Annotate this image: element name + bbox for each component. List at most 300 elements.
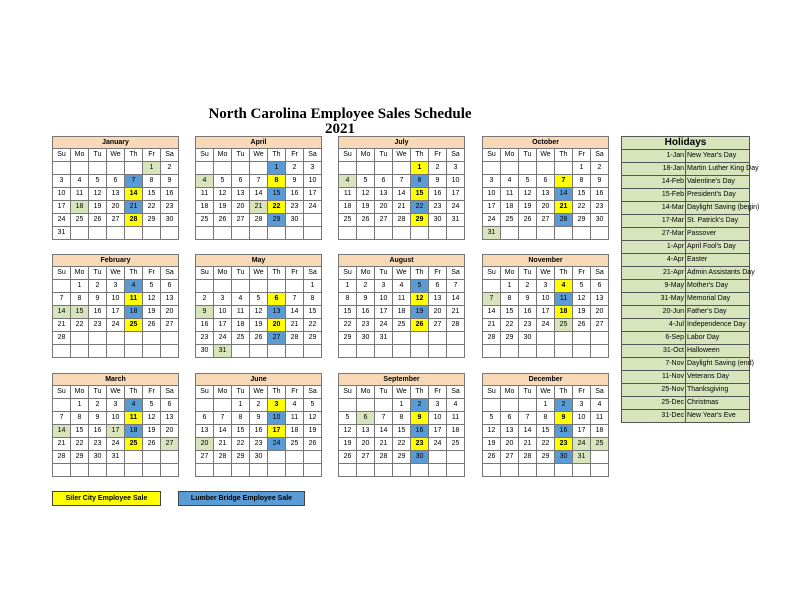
holiday-name: April Fool's Day bbox=[686, 241, 750, 254]
day-cell: 11 bbox=[591, 412, 609, 425]
day-cell: 6 bbox=[537, 175, 555, 188]
day-cell: 12 bbox=[573, 293, 591, 306]
day-cell: 27 bbox=[268, 332, 286, 345]
day-cell: 11 bbox=[286, 412, 304, 425]
holiday-row bbox=[622, 189, 750, 202]
empty-cell bbox=[71, 345, 89, 358]
empty-cell bbox=[143, 345, 161, 358]
empty-cell bbox=[519, 162, 537, 175]
day-cell: 26 bbox=[339, 451, 357, 464]
day-cell: 1 bbox=[304, 280, 322, 293]
weekday-label: Tu bbox=[232, 267, 250, 280]
day-cell: 15 bbox=[71, 306, 89, 319]
day-cell: 15 bbox=[501, 306, 519, 319]
day-cell: 18 bbox=[555, 306, 573, 319]
weekday-label: Th bbox=[268, 267, 286, 280]
day-cell: 22 bbox=[393, 438, 411, 451]
empty-cell bbox=[591, 464, 609, 477]
empty-cell bbox=[268, 464, 286, 477]
day-cell: 30 bbox=[286, 214, 304, 227]
day-cell: 13 bbox=[196, 425, 214, 438]
empty-cell bbox=[411, 332, 429, 345]
weekday-label: Mo bbox=[501, 267, 519, 280]
weekday-label: Tu bbox=[89, 386, 107, 399]
day-cell: 5 bbox=[573, 280, 591, 293]
empty-cell bbox=[501, 399, 519, 412]
day-cell: 30 bbox=[89, 451, 107, 464]
weekday-label: Fr bbox=[286, 149, 304, 162]
day-cell: 4 bbox=[286, 399, 304, 412]
day-cell: 24 bbox=[107, 319, 125, 332]
holiday-row bbox=[622, 371, 750, 384]
empty-cell bbox=[375, 399, 393, 412]
day-cell: 5 bbox=[143, 280, 161, 293]
day-cell: 7 bbox=[447, 280, 465, 293]
weekday-label: We bbox=[393, 386, 411, 399]
holiday-name: New Year's Day bbox=[686, 150, 750, 163]
empty-cell bbox=[250, 345, 268, 358]
month-march bbox=[52, 373, 179, 477]
month-january bbox=[52, 136, 179, 240]
day-cell: 23 bbox=[89, 438, 107, 451]
holiday-name: Independence Day bbox=[686, 319, 750, 332]
day-cell: 10 bbox=[107, 412, 125, 425]
month-name: July bbox=[339, 137, 465, 149]
day-cell: 25 bbox=[447, 438, 465, 451]
weekday-label: We bbox=[537, 149, 555, 162]
weekday-label: Sa bbox=[161, 267, 179, 280]
day-cell: 19 bbox=[573, 306, 591, 319]
weekday-label: We bbox=[250, 267, 268, 280]
day-cell: 10 bbox=[447, 175, 465, 188]
empty-cell bbox=[357, 162, 375, 175]
day-cell: 22 bbox=[304, 319, 322, 332]
day-cell: 25 bbox=[232, 332, 250, 345]
day-cell: 5 bbox=[143, 399, 161, 412]
empty-cell bbox=[393, 227, 411, 240]
day-cell: 10 bbox=[483, 188, 501, 201]
day-cell: 20 bbox=[196, 438, 214, 451]
day-cell: 4 bbox=[125, 280, 143, 293]
day-cell: 27 bbox=[429, 319, 447, 332]
day-cell: 7 bbox=[250, 175, 268, 188]
day-cell: 26 bbox=[519, 214, 537, 227]
day-cell: 1 bbox=[339, 280, 357, 293]
holiday-date: 11-Nov bbox=[622, 371, 686, 384]
empty-cell bbox=[268, 280, 286, 293]
day-cell: 22 bbox=[71, 319, 89, 332]
day-cell: 31 bbox=[483, 227, 501, 240]
day-cell: 9 bbox=[196, 306, 214, 319]
empty-cell bbox=[483, 162, 501, 175]
day-cell: 11 bbox=[447, 412, 465, 425]
weekday-label: We bbox=[250, 149, 268, 162]
weekday-label: Sa bbox=[591, 267, 609, 280]
day-cell: 22 bbox=[232, 438, 250, 451]
holiday-name: Veterans Day bbox=[686, 371, 750, 384]
day-cell: 11 bbox=[196, 188, 214, 201]
empty-cell bbox=[214, 227, 232, 240]
holiday-date: 9-May bbox=[622, 280, 686, 293]
day-cell: 2 bbox=[286, 162, 304, 175]
holiday-date: 27-Mar bbox=[622, 228, 686, 241]
weekday-label: Th bbox=[555, 386, 573, 399]
day-cell: 16 bbox=[519, 306, 537, 319]
weekday-label: Sa bbox=[447, 386, 465, 399]
empty-cell bbox=[357, 464, 375, 477]
day-cell: 30 bbox=[161, 214, 179, 227]
holiday-name: Thanksgiving bbox=[686, 384, 750, 397]
day-cell: 24 bbox=[483, 214, 501, 227]
weekday-label: Fr bbox=[573, 149, 591, 162]
day-cell: 30 bbox=[591, 214, 609, 227]
holiday-row bbox=[622, 215, 750, 228]
day-cell: 24 bbox=[429, 438, 447, 451]
day-cell: 11 bbox=[501, 188, 519, 201]
day-cell: 24 bbox=[53, 214, 71, 227]
day-cell: 19 bbox=[357, 201, 375, 214]
empty-cell bbox=[143, 464, 161, 477]
holiday-date: 15-Feb bbox=[622, 189, 686, 202]
weekday-label: Mo bbox=[71, 267, 89, 280]
day-cell: 6 bbox=[357, 412, 375, 425]
weekday-label: Mo bbox=[71, 386, 89, 399]
day-cell: 19 bbox=[143, 306, 161, 319]
day-cell: 17 bbox=[429, 425, 447, 438]
day-cell: 20 bbox=[375, 201, 393, 214]
day-cell: 4 bbox=[393, 280, 411, 293]
holiday-row bbox=[622, 176, 750, 189]
holiday-name: New Year's Eve bbox=[686, 410, 750, 423]
day-cell: 15 bbox=[304, 306, 322, 319]
day-cell: 26 bbox=[214, 214, 232, 227]
empty-cell bbox=[89, 332, 107, 345]
day-cell: 12 bbox=[143, 293, 161, 306]
day-cell: 1 bbox=[71, 399, 89, 412]
day-cell: 8 bbox=[71, 412, 89, 425]
empty-cell bbox=[573, 464, 591, 477]
holiday-date: 4-Apr bbox=[622, 254, 686, 267]
day-cell: 15 bbox=[71, 425, 89, 438]
day-cell: 5 bbox=[357, 175, 375, 188]
title-text: North Carolina Employee Sales Schedule bbox=[208, 106, 472, 122]
day-cell: 5 bbox=[483, 412, 501, 425]
day-cell: 31 bbox=[573, 451, 591, 464]
day-cell: 10 bbox=[375, 293, 393, 306]
day-cell: 2 bbox=[519, 280, 537, 293]
day-cell: 5 bbox=[89, 175, 107, 188]
day-cell: 19 bbox=[339, 438, 357, 451]
day-cell: 14 bbox=[555, 188, 573, 201]
day-cell: 6 bbox=[161, 399, 179, 412]
holiday-date: 31-May bbox=[622, 293, 686, 306]
day-cell: 4 bbox=[591, 399, 609, 412]
empty-cell bbox=[89, 345, 107, 358]
day-cell: 24 bbox=[537, 319, 555, 332]
weekday-label: Tu bbox=[375, 267, 393, 280]
weekday-label: Th bbox=[125, 267, 143, 280]
day-cell: 12 bbox=[250, 306, 268, 319]
empty-cell bbox=[501, 464, 519, 477]
day-cell: 18 bbox=[196, 201, 214, 214]
day-cell: 14 bbox=[483, 306, 501, 319]
holiday-name: Passover bbox=[686, 228, 750, 241]
day-cell: 9 bbox=[250, 412, 268, 425]
day-cell: 20 bbox=[537, 201, 555, 214]
day-cell: 27 bbox=[591, 319, 609, 332]
day-cell: 26 bbox=[357, 214, 375, 227]
weekday-label: Th bbox=[555, 267, 573, 280]
empty-cell bbox=[573, 332, 591, 345]
day-cell: 5 bbox=[250, 293, 268, 306]
day-cell: 5 bbox=[519, 175, 537, 188]
day-cell: 16 bbox=[89, 306, 107, 319]
day-cell: 8 bbox=[573, 175, 591, 188]
day-cell: 21 bbox=[555, 201, 573, 214]
empty-cell bbox=[339, 227, 357, 240]
day-cell: 23 bbox=[591, 201, 609, 214]
empty-cell bbox=[429, 332, 447, 345]
day-cell: 8 bbox=[268, 175, 286, 188]
day-cell: 19 bbox=[411, 306, 429, 319]
empty-cell bbox=[555, 332, 573, 345]
month-june bbox=[195, 373, 322, 477]
holiday-row bbox=[622, 384, 750, 397]
day-cell: 22 bbox=[537, 438, 555, 451]
weekday-label: Tu bbox=[375, 149, 393, 162]
empty-cell bbox=[411, 227, 429, 240]
weekday-label: Tu bbox=[232, 386, 250, 399]
weekday-label: Tu bbox=[89, 267, 107, 280]
empty-cell bbox=[483, 345, 501, 358]
weekday-label: Th bbox=[411, 149, 429, 162]
day-cell: 28 bbox=[555, 214, 573, 227]
day-cell: 21 bbox=[447, 306, 465, 319]
day-cell: 4 bbox=[339, 175, 357, 188]
empty-cell bbox=[304, 345, 322, 358]
day-cell: 19 bbox=[214, 201, 232, 214]
day-cell: 29 bbox=[537, 451, 555, 464]
empty-cell bbox=[447, 227, 465, 240]
empty-cell bbox=[429, 227, 447, 240]
month-november bbox=[482, 254, 609, 358]
day-cell: 16 bbox=[89, 425, 107, 438]
day-cell: 16 bbox=[161, 188, 179, 201]
holiday-name: Admin Assistants Day bbox=[686, 267, 750, 280]
day-cell: 12 bbox=[89, 188, 107, 201]
empty-cell bbox=[286, 345, 304, 358]
day-cell: 14 bbox=[214, 425, 232, 438]
day-cell: 21 bbox=[125, 201, 143, 214]
holiday-name: Memorial Day bbox=[686, 293, 750, 306]
empty-cell bbox=[143, 451, 161, 464]
empty-cell bbox=[519, 464, 537, 477]
holiday-name: Labor Day bbox=[686, 332, 750, 345]
day-cell: 29 bbox=[339, 332, 357, 345]
weekday-label: Su bbox=[339, 267, 357, 280]
empty-cell bbox=[501, 345, 519, 358]
day-cell: 15 bbox=[393, 425, 411, 438]
day-cell: 21 bbox=[214, 438, 232, 451]
weekday-label: Fr bbox=[573, 386, 591, 399]
weekday-label: Fr bbox=[429, 386, 447, 399]
day-cell: 2 bbox=[357, 280, 375, 293]
day-cell: 15 bbox=[411, 188, 429, 201]
empty-cell bbox=[591, 345, 609, 358]
day-cell: 3 bbox=[304, 162, 322, 175]
day-cell: 17 bbox=[53, 201, 71, 214]
empty-cell bbox=[375, 162, 393, 175]
day-cell: 27 bbox=[501, 451, 519, 464]
empty-cell bbox=[375, 227, 393, 240]
empty-cell bbox=[483, 280, 501, 293]
day-cell: 7 bbox=[375, 412, 393, 425]
holiday-row bbox=[622, 332, 750, 345]
day-cell: 25 bbox=[286, 438, 304, 451]
weekday-label: Su bbox=[339, 149, 357, 162]
empty-cell bbox=[429, 345, 447, 358]
day-cell: 13 bbox=[357, 425, 375, 438]
day-cell: 4 bbox=[447, 399, 465, 412]
day-cell: 19 bbox=[143, 425, 161, 438]
day-cell: 29 bbox=[143, 214, 161, 227]
day-cell: 29 bbox=[501, 332, 519, 345]
day-cell: 21 bbox=[53, 438, 71, 451]
day-cell: 22 bbox=[411, 201, 429, 214]
day-cell: 17 bbox=[447, 188, 465, 201]
month-name: November bbox=[483, 255, 609, 267]
month-name: March bbox=[53, 374, 179, 386]
empty-cell bbox=[71, 162, 89, 175]
month-name: September bbox=[339, 374, 465, 386]
holiday-row bbox=[622, 306, 750, 319]
day-cell: 7 bbox=[393, 175, 411, 188]
day-cell: 2 bbox=[161, 162, 179, 175]
day-cell: 11 bbox=[232, 306, 250, 319]
holiday-row bbox=[622, 150, 750, 163]
empty-cell bbox=[268, 227, 286, 240]
day-cell: 15 bbox=[339, 306, 357, 319]
page-title bbox=[150, 106, 530, 122]
holiday-date: 25-Dec bbox=[622, 397, 686, 410]
day-cell: 20 bbox=[501, 438, 519, 451]
day-cell: 2 bbox=[555, 399, 573, 412]
holiday-date: 14-Mar bbox=[622, 202, 686, 215]
empty-cell bbox=[125, 162, 143, 175]
holidays-header: Holidays bbox=[622, 137, 750, 150]
day-cell: 7 bbox=[483, 293, 501, 306]
day-cell: 9 bbox=[591, 175, 609, 188]
day-cell: 14 bbox=[125, 188, 143, 201]
empty-cell bbox=[196, 464, 214, 477]
empty-cell bbox=[357, 227, 375, 240]
day-cell: 7 bbox=[53, 293, 71, 306]
day-cell: 19 bbox=[304, 425, 322, 438]
holiday-row bbox=[622, 280, 750, 293]
day-cell: 4 bbox=[501, 175, 519, 188]
day-cell: 27 bbox=[107, 214, 125, 227]
day-cell: 18 bbox=[501, 201, 519, 214]
empty-cell bbox=[232, 345, 250, 358]
empty-cell bbox=[161, 332, 179, 345]
day-cell: 28 bbox=[53, 451, 71, 464]
day-cell: 19 bbox=[519, 201, 537, 214]
empty-cell bbox=[537, 464, 555, 477]
holiday-row bbox=[622, 163, 750, 176]
day-cell: 10 bbox=[573, 412, 591, 425]
empty-cell bbox=[214, 280, 232, 293]
day-cell: 13 bbox=[161, 412, 179, 425]
day-cell: 9 bbox=[89, 412, 107, 425]
day-cell: 21 bbox=[286, 319, 304, 332]
empty-cell bbox=[268, 345, 286, 358]
day-cell: 15 bbox=[573, 188, 591, 201]
day-cell: 29 bbox=[268, 214, 286, 227]
holiday-row bbox=[622, 267, 750, 280]
day-cell: 16 bbox=[555, 425, 573, 438]
day-cell: 2 bbox=[196, 293, 214, 306]
day-cell: 30 bbox=[519, 332, 537, 345]
holiday-date: 1-Jan bbox=[622, 150, 686, 163]
weekday-label: Th bbox=[411, 267, 429, 280]
day-cell: 19 bbox=[250, 319, 268, 332]
day-cell: 1 bbox=[71, 280, 89, 293]
day-cell: 9 bbox=[286, 175, 304, 188]
weekday-label: Tu bbox=[519, 149, 537, 162]
day-cell: 28 bbox=[483, 332, 501, 345]
month-name: January bbox=[53, 137, 179, 149]
holiday-name: Easter bbox=[686, 254, 750, 267]
weekday-label: Su bbox=[339, 386, 357, 399]
day-cell: 30 bbox=[357, 332, 375, 345]
day-cell: 13 bbox=[537, 188, 555, 201]
day-cell: 1 bbox=[268, 162, 286, 175]
day-cell: 26 bbox=[483, 451, 501, 464]
holiday-row bbox=[622, 345, 750, 358]
weekday-label: Fr bbox=[429, 149, 447, 162]
weekday-label: Th bbox=[268, 386, 286, 399]
weekday-label: Su bbox=[196, 386, 214, 399]
day-cell: 13 bbox=[107, 188, 125, 201]
empty-cell bbox=[53, 162, 71, 175]
day-cell: 1 bbox=[411, 162, 429, 175]
weekday-label: Fr bbox=[429, 267, 447, 280]
day-cell: 3 bbox=[537, 280, 555, 293]
empty-cell bbox=[286, 280, 304, 293]
holiday-date: 18-Jan bbox=[622, 163, 686, 176]
weekday-label: Tu bbox=[89, 149, 107, 162]
day-cell: 30 bbox=[411, 451, 429, 464]
day-cell: 17 bbox=[375, 306, 393, 319]
empty-cell bbox=[161, 345, 179, 358]
empty-cell bbox=[268, 451, 286, 464]
day-cell: 20 bbox=[591, 306, 609, 319]
holiday-date: 4-Jul bbox=[622, 319, 686, 332]
day-cell: 7 bbox=[53, 412, 71, 425]
holiday-name: Halloween bbox=[686, 345, 750, 358]
day-cell: 29 bbox=[411, 214, 429, 227]
month-october bbox=[482, 136, 609, 240]
empty-cell bbox=[375, 345, 393, 358]
weekday-label: Tu bbox=[232, 149, 250, 162]
day-cell: 3 bbox=[53, 175, 71, 188]
weekday-label: Su bbox=[53, 386, 71, 399]
day-cell: 9 bbox=[411, 412, 429, 425]
day-cell: 2 bbox=[429, 162, 447, 175]
empty-cell bbox=[357, 345, 375, 358]
day-cell: 21 bbox=[375, 438, 393, 451]
day-cell: 28 bbox=[125, 214, 143, 227]
